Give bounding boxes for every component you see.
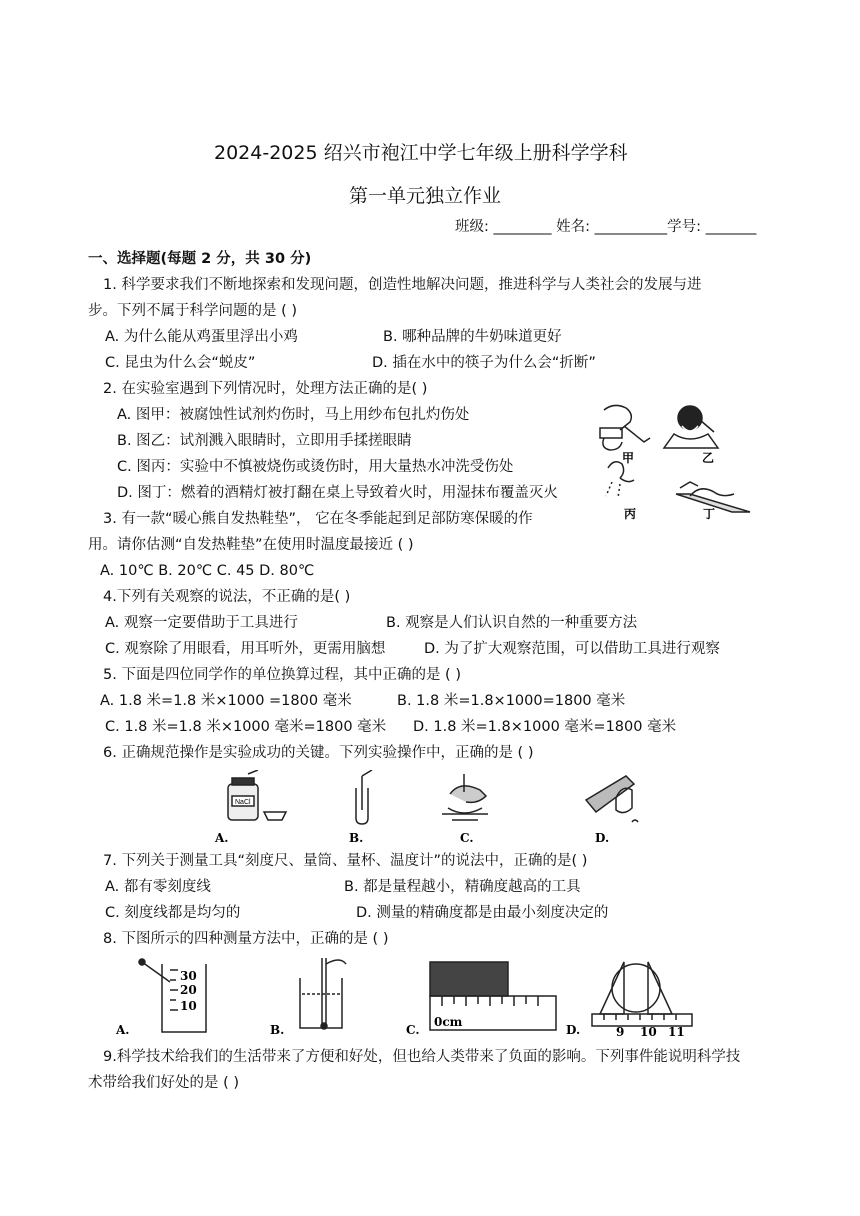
q5-option-c: C. 1.8 米=1.8 米×1000 毫米=1800 毫米 [105,719,387,735]
q6-label-c: C. [460,831,474,845]
q8-tick-20: 20 [180,983,197,997]
q8-stem: 8. 下图所示的四种测量方法中，正确的是 ( ) [103,931,389,947]
q1-option-d: D. 插在水中的筷子为什么会“折断” [372,355,596,371]
q8-tick-30: 30 [180,969,197,983]
q1-option-a: A. 为什么能从鸡蛋里浮出小鸡 [105,329,298,345]
fig-label-ding: 丁 [703,507,716,520]
q8-ruler-10: 10 [640,1025,657,1039]
q2-lab-safety-figure [590,398,755,520]
q4-option-a: A. 观察一定要借助于工具进行 [105,615,298,631]
q3-stem-line2: 用。请你估测“自发热鞋垫”在使用时温度最接近 ( ) [88,537,414,553]
q4-option-b: B. 观察是人们认识自然的一种重要方法 [386,615,638,631]
q6-figure-d-pouring [586,776,638,822]
q8-ruler-11: 11 [668,1025,685,1039]
q1-stem-line2: 步。下列不属于科学问题的是 ( ) [88,303,298,319]
q6-stem: 6. 正确规范操作是实验成功的关键。下列实验操作中，正确的是 ( ) [103,745,534,761]
fig-bing-illustration [606,462,634,498]
q7-stem: 7. 下列关于测量工具“刻度尺、量筒、量杯、温度计”的说法中，正确的是( ) [103,853,588,869]
fig-jia-illustration [600,405,650,450]
q4-option-c: C. 观察除了用眼看，用耳听外，更需用脑想 [105,641,386,657]
q2-option-a: A. 图甲：被腐蚀性试剂灼伤时，马上用纱布包扎灼伤处 [117,407,470,423]
q5-stem: 5. 下面是四位同学作的单位换算过程，其中正确的是 ( ) [103,667,461,683]
q1-stem-line1: 1. 科学要求我们不断地探索和发现问题，创造性地解决问题，推进科学与人类社会的发展与进 [103,277,702,293]
q8-figure-b-beaker [300,958,346,1029]
q7-option-a: A. 都有零刻度线 [105,879,211,895]
q2-option-c: C. 图丙：实验中不慎被烧伤或烫伤时，用大量热水冲洗受伤处 [117,459,514,475]
q9-stem-line2: 术带给我们好处的是 ( ) [88,1075,240,1091]
q6-label-a: A. [215,831,229,845]
q9-stem-line1: 9.科学技术给我们的生活带来了方便和好处，但也给人类带来了负面的影响。下列事件能说明科学技 [103,1049,741,1065]
q2-option-d: D. 图丁：燃着的酒精灯被打翻在桌上导致着火时，用湿抹布覆盖灭火 [117,485,558,501]
q8-ruler-zero: 0cm [434,1015,463,1029]
q7-option-b: B. 都是量程越小，精确度越高的工具 [344,879,581,895]
q3-options: A. 10℃ B. 20℃ C. 45 D. 80℃ [100,563,315,579]
q6-figure-c-evaporation [442,774,488,820]
document-title: 2024-2025 绍兴市袍江中学七年级上册科学学科 [214,142,628,164]
q4-option-d: D. 为了扩大观察范围，可以借助工具进行观察 [424,641,720,657]
fig-label-bing: 丙 [624,507,637,520]
fig-yi-illustration [664,406,718,448]
q6-label-d: D. [595,831,610,845]
q8-label-b: B. [270,1023,285,1037]
q8-label-c: C. [406,1023,420,1037]
student-info-line: 班级: ________ 姓名: __________学号: _______ [455,219,757,235]
q2-stem: 2. 在实验室遇到下列情况时，处理方法正确的是( ) [103,381,428,397]
q4-stem: 4.下列有关观察的说法，不正确的是( ) [103,589,351,605]
q8-ruler-9: 9 [616,1025,625,1039]
q1-option-c: C. 昆虫为什么会“蜕皮” [105,355,256,371]
q5-option-d: D. 1.8 米=1.8×1000 毫米=1800 毫米 [413,719,677,735]
q6-figure-a-bottle [228,770,286,820]
q5-option-a: A. 1.8 米=1.8 米×1000 =1800 毫米 [100,693,352,709]
q2-option-b: B. 图乙：试剂溅入眼睛时，立即用手揉搓眼睛 [117,433,412,449]
fig-label-jia: 甲 [622,451,635,465]
q8-measurement-figure [112,954,700,1040]
q8-figure-d-triangles [592,962,692,1026]
fig-label-yi: 乙 [702,451,715,465]
q3-stem-line1: 3. 有一款“暖心熊自发热鞋垫”， 它在冬季能起到足部防寒保暖的作 [103,511,533,527]
q6-operations-figure [212,770,652,846]
q6-figure-b-test-tube [356,770,372,824]
document-subtitle: 第一单元独立作业 [349,185,502,207]
q7-option-d: D. 测量的精确度都是由最小刻度决定的 [356,905,609,921]
q8-label-d: D. [566,1023,581,1037]
q5-option-b: B. 1.8 米=1.8×1000=1800 毫米 [397,693,626,709]
q6-label-b: B. [349,831,364,845]
q1-option-b: B. 哪种品牌的牛奶味道更好 [383,329,562,345]
q8-label-a: A. [116,1023,130,1037]
section-heading: 一、选择题(每题 2 分，共 30 分) [88,251,312,267]
q6-bottle-label: NaCl [235,799,251,806]
q8-tick-10: 10 [180,999,197,1013]
q7-option-c: C. 刻度线都是均匀的 [105,905,241,921]
